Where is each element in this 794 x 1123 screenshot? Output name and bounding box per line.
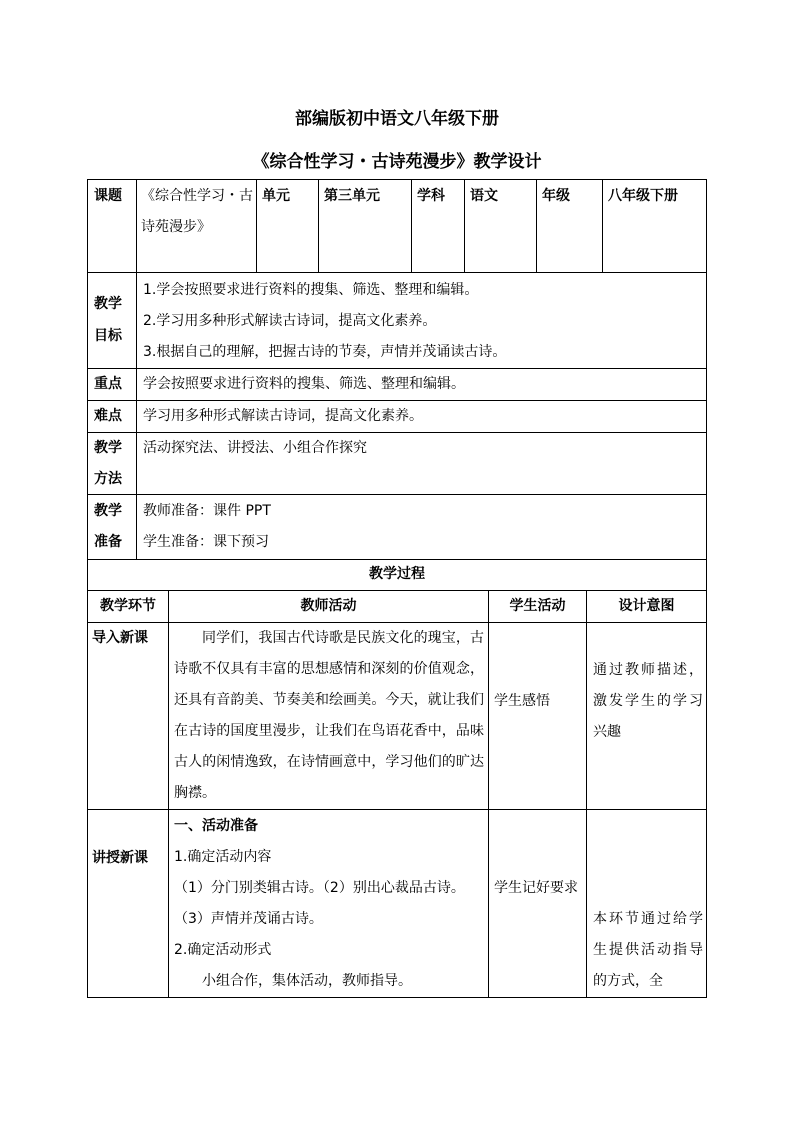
teacher-line: （1）分门别类辑古诗。（2）别出心裁品古诗。 (174, 880, 465, 896)
prep-teacher: 教师准备：课件 PPT (143, 503, 271, 519)
student-activity-teaching: 学生记好要求 (494, 880, 578, 896)
rule (87, 494, 707, 495)
rule (136, 272, 137, 559)
subject-value: 语文 (470, 188, 498, 204)
intent-intro: 通过教师描述，激发学生的学习兴趣 (593, 662, 703, 740)
goals-label: 教学目标 (94, 296, 122, 344)
rule (87, 997, 707, 998)
rule (168, 590, 169, 998)
key-label: 重点 (94, 376, 122, 392)
difficulty-label: 难点 (94, 408, 122, 424)
grade-value: 八年级下册 (608, 188, 678, 204)
teacher-activity-intro: 同学们，我国古代诗歌是民族文化的瑰宝，古诗歌不仅具有丰富的思想感情和深刻的价值观念，还具有音韵美、节奏美和绘画美。今天，就让我们在古诗的国度里漫步，让我们在鸟语花香中，品味古人的闲情逸致，在诗情画意中，学习他们的旷达胸襟。 (174, 630, 484, 801)
method-label: 教学方法 (94, 440, 122, 487)
topic-value: 《综合性学习・古诗苑漫步》 (141, 188, 253, 235)
rule (87, 809, 707, 810)
teacher-line: 1.确定活动内容 (174, 849, 272, 865)
goal-item: 2.学习用多种形式解读古诗词，提高文化素养。 (143, 313, 437, 329)
document-title: 部编版初中语文八年级下册 (295, 109, 499, 129)
header-teacher: 教师活动 (300, 598, 357, 614)
rule (87, 179, 707, 180)
rule (602, 179, 603, 272)
method-text: 活动探究法、讲授法、小组合作探究 (143, 440, 367, 456)
process-title: 教学过程 (369, 566, 425, 582)
unit-value: 第三单元 (324, 188, 380, 204)
teacher-line: 2.确定活动形式 (174, 942, 272, 958)
teacher-line: 一、活动准备 (174, 818, 258, 834)
grade-label: 年级 (542, 188, 570, 204)
stage-intro: 导入新课 (92, 630, 148, 646)
rule (706, 179, 707, 998)
goal-item: 3.根据自己的理解，把握古诗的节奏，声情并茂诵读古诗。 (143, 344, 507, 360)
teacher-line: （3）声情并茂诵古诗。 (174, 911, 323, 927)
prep-label: 教学准备 (94, 503, 122, 550)
prep-student: 学生准备：课下预习 (143, 534, 269, 550)
intent-teaching: 本环节通过给学生提供活动指导的方式，全 (593, 911, 703, 989)
rule (586, 590, 587, 998)
stage-teaching: 讲授新课 (92, 850, 148, 866)
rule (411, 179, 412, 272)
rule (87, 272, 707, 273)
teacher-line: 小组合作，集体活动，教师指导。 (202, 973, 412, 989)
rule (536, 179, 537, 272)
header-stage: 教学环节 (100, 598, 156, 614)
header-student: 学生活动 (509, 598, 566, 614)
subject-label: 学科 (417, 188, 445, 204)
rule (136, 179, 137, 272)
document-subtitle: 《综合性学习・古诗苑漫步》教学设计 (252, 152, 542, 172)
goal-item: 1.学会按照要求进行资料的搜集、筛选、整理和编辑。 (143, 282, 479, 298)
unit-label: 单元 (262, 188, 290, 204)
difficulty-text: 学习用多种形式解读古诗词，提高文化素养。 (143, 408, 423, 424)
rule (256, 179, 257, 272)
rule (488, 590, 489, 998)
topic-label: 课题 (94, 188, 122, 204)
header-intent: 设计意图 (618, 598, 675, 614)
key-text: 学会按照要求进行资料的搜集、筛选、整理和编辑。 (143, 376, 465, 392)
student-activity-intro: 学生感悟 (494, 693, 550, 709)
rule (464, 179, 465, 272)
rule (318, 179, 319, 272)
